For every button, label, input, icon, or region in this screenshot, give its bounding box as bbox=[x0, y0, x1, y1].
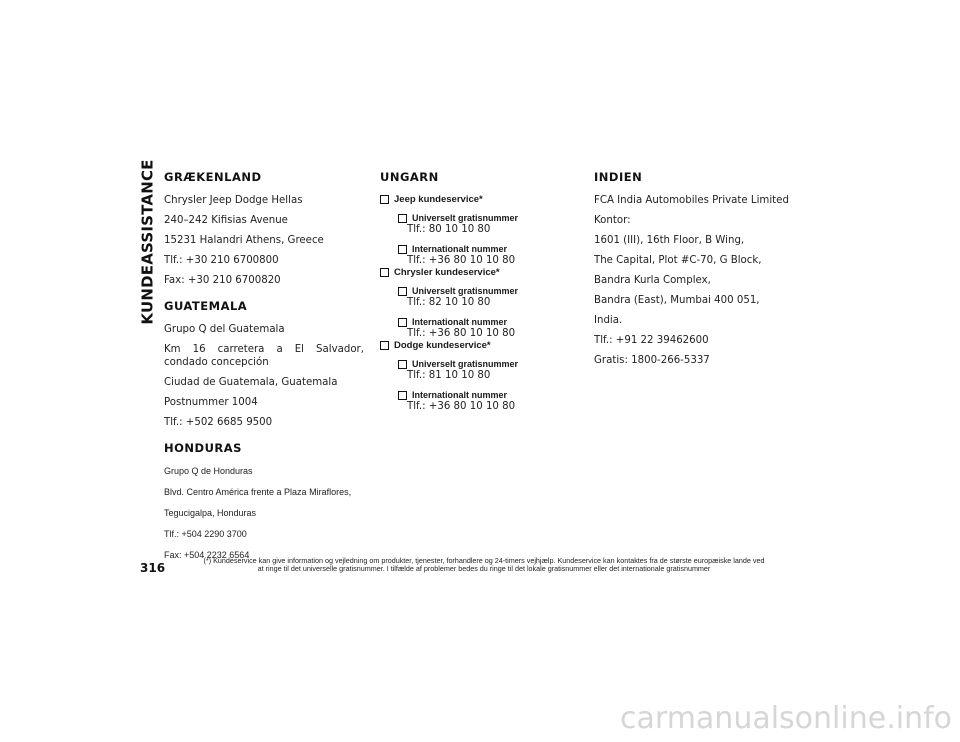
footnote-line-2: at ringe til det universelle gratisnummer. I tilfælde af problemer bedes du ringe til det lokale gratisnummer eller det internationale gratisnummer bbox=[257, 564, 711, 574]
square-bullet-icon bbox=[380, 341, 389, 350]
square-bullet-icon bbox=[398, 360, 407, 369]
india-line: Bandra Kurla Complex, bbox=[594, 275, 711, 286]
india-line: FCA India Automobiles Private Limited bbox=[594, 195, 789, 206]
india-line: Tlf.: +91 22 39462600 bbox=[594, 335, 709, 346]
heading-hungary: UNGARN bbox=[380, 170, 439, 184]
greece-line: Fax: +30 210 6700820 bbox=[164, 275, 281, 286]
india-line: India. bbox=[594, 315, 623, 326]
square-bullet-icon bbox=[398, 287, 407, 296]
sub-intl: Internationalt nummer bbox=[398, 390, 580, 400]
side-tab bbox=[136, 159, 160, 325]
square-bullet-icon bbox=[380, 195, 389, 204]
honduras-line: Grupo Q de Honduras bbox=[164, 466, 253, 476]
watermark: carmanualsonline.info bbox=[620, 701, 952, 736]
brand-jeep: Jeep kundeservice* bbox=[380, 194, 580, 205]
greece-line: 240–242 Kifisias Avenue bbox=[164, 215, 288, 226]
india-line: 1601 (III), 16th Floor, B Wing, bbox=[594, 235, 745, 246]
column-left bbox=[164, 170, 364, 570]
heading-guatemala: GUATEMALA bbox=[164, 299, 248, 313]
india-line: Gratis: 1800-266-5337 bbox=[594, 355, 710, 366]
india-line: The Capital, Plot #C-70, G Block, bbox=[594, 255, 762, 266]
phone-number: Tlf.: +36 80 10 10 80 bbox=[407, 328, 516, 339]
india-line: Bandra (East), Mumbai 400 051, bbox=[594, 295, 760, 306]
footnote bbox=[178, 557, 790, 574]
heading-honduras: HONDURAS bbox=[164, 441, 242, 455]
sub-free: Universelt gratisnummer bbox=[398, 286, 580, 296]
page-number: 316 bbox=[140, 561, 166, 575]
greece-line: Chrysler Jeep Dodge Hellas bbox=[164, 195, 303, 206]
guatemala-line: Grupo Q del Guatemala bbox=[164, 324, 285, 335]
sub-intl: Internationalt nummer bbox=[398, 244, 580, 254]
brand-chrysler: Chrysler kundeservice* bbox=[380, 267, 580, 278]
honduras-line: Tegucigalpa, Honduras bbox=[164, 508, 257, 518]
guatemala-line: Km 16 carretera a El Salvador, condado concepción bbox=[164, 344, 364, 368]
heading-india: INDIEN bbox=[594, 170, 643, 184]
sub-free: Universelt gratisnummer bbox=[398, 359, 580, 369]
phone-number: Tlf.: 81 10 10 80 bbox=[407, 370, 491, 381]
sub-intl: Internationalt nummer bbox=[398, 317, 580, 327]
column-middle bbox=[380, 170, 580, 413]
phone-number: Tlf.: +36 80 10 10 80 bbox=[407, 255, 516, 266]
sub-free: Universelt gratisnummer bbox=[398, 213, 580, 223]
square-bullet-icon bbox=[398, 214, 407, 223]
phone-number: Tlf.: 82 10 10 80 bbox=[407, 297, 491, 308]
phone-number: Tlf.: 80 10 10 80 bbox=[407, 224, 491, 235]
guatemala-line: Postnummer 1004 bbox=[164, 397, 258, 408]
square-bullet-icon bbox=[380, 268, 389, 277]
greece-line: Tlf.: +30 210 6700800 bbox=[164, 255, 279, 266]
honduras-line: Fax: +504 2232 6564 bbox=[164, 550, 250, 560]
india-line: Kontor: bbox=[594, 215, 631, 226]
guatemala-line: Tlf.: +502 6685 9500 bbox=[164, 417, 273, 428]
square-bullet-icon bbox=[398, 245, 407, 254]
honduras-line: Blvd. Centro América frente a Plaza Miraflores, bbox=[164, 487, 352, 497]
footnote-line-1: (*) Kundeservice kan give information og vejledning om produkter, tjenester, forhandlere og 24-timers vejhjælp. Kundeservice kan kontaktes fra de største europæiske lande ved bbox=[203, 556, 765, 565]
guatemala-line: Ciudad de Guatemala, Guatemala bbox=[164, 377, 338, 388]
honduras-block bbox=[164, 465, 364, 561]
column-right bbox=[594, 170, 794, 374]
phone-number: Tlf.: +36 80 10 10 80 bbox=[407, 401, 516, 412]
square-bullet-icon bbox=[398, 391, 407, 400]
brand-dodge: Dodge kundeservice* bbox=[380, 340, 580, 351]
greece-line: 15231 Halandri Athens, Greece bbox=[164, 235, 324, 246]
square-bullet-icon bbox=[398, 318, 407, 327]
honduras-line: Tlf.: +504 2290 3700 bbox=[164, 529, 247, 539]
side-tab-label: KUNDEASSISTANCE bbox=[139, 159, 158, 325]
heading-greece: GRÆKENLAND bbox=[164, 170, 262, 184]
